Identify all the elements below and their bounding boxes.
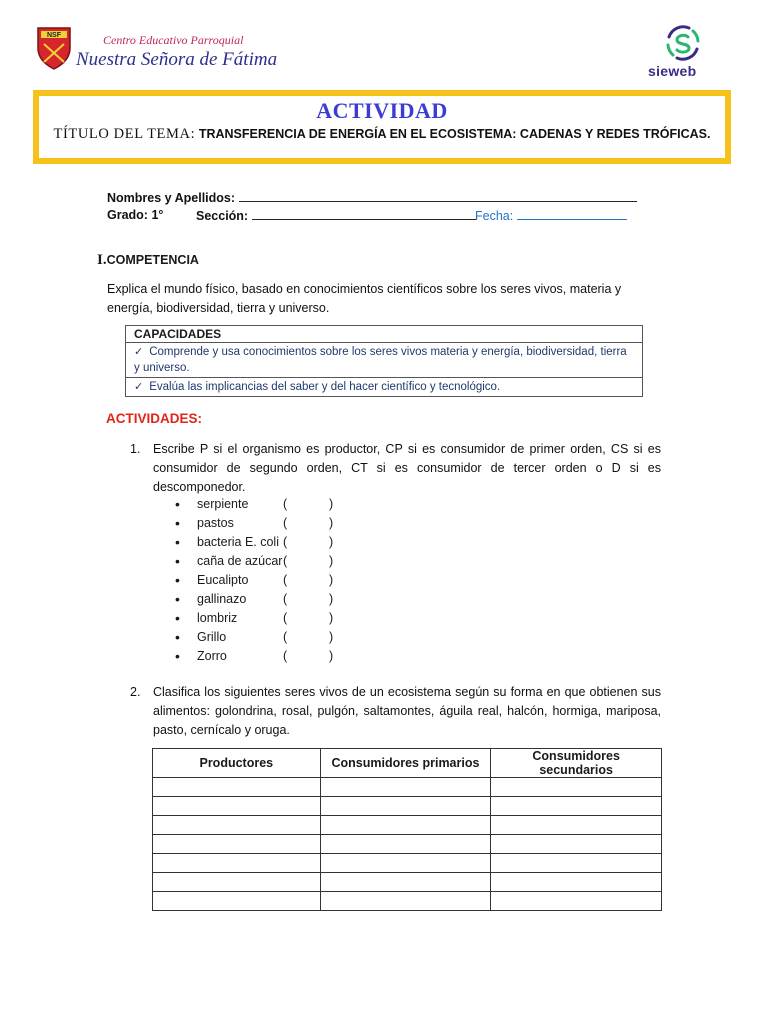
question-1-text: Escribe P si el organismo es productor, CP si es consumidor de primer orden, CS si es consumidor de segundo orden, CT si es consumidor de tercer orden o D si es descomponedor.: [153, 442, 661, 494]
school-name-line2: Nuestra Señora de Fátima: [76, 49, 278, 70]
organism-name: gallinazo: [197, 592, 247, 606]
section-field: [196, 208, 476, 223]
check-icon: ✓: [134, 381, 144, 393]
answer-cell[interactable]: [491, 854, 662, 873]
organism-name: Grillo: [197, 630, 227, 644]
question-2-number: 2.: [130, 685, 141, 699]
answer-cell[interactable]: [320, 797, 491, 816]
answer-cell[interactable]: [153, 873, 321, 892]
organism-name: lombriz: [197, 611, 238, 625]
answer-cell[interactable]: [320, 854, 491, 873]
section-label: Sección:: [196, 209, 249, 223]
answer-cell[interactable]: [153, 892, 321, 911]
section-blank[interactable]: [252, 208, 476, 220]
answer-cell[interactable]: [320, 816, 491, 835]
bullet-icon: •: [175, 496, 180, 512]
bullet-icon: •: [175, 572, 180, 588]
question-1-number: 1.: [130, 442, 141, 456]
question-2-text: Clasifica los siguientes seres vivos de un ecosistema según su forma en que obtienen sus alimentos: golondrina, rosal, pulgón, saltamontes, águila real, halcón, hormiga, mariposa, pasto, cernícalo y oruga.: [153, 685, 661, 737]
answer-cell[interactable]: [491, 816, 662, 835]
answer-open-paren[interactable]: (: [283, 497, 288, 511]
topic-line: [39, 126, 725, 143]
answer-close-paren: ): [329, 554, 334, 568]
capacidad-item: ✓ Evalúa las implicancias del saber y del hacer científico y tecnológico.: [126, 378, 643, 397]
answer-cell[interactable]: [320, 873, 491, 892]
organism-name: Zorro: [197, 649, 227, 663]
activity-title: ACTIVIDAD: [316, 98, 448, 123]
capacidades-header: CAPACIDADES: [126, 326, 643, 343]
competencia-heading-text: COMPETENCIA: [106, 253, 199, 267]
page-header: [0, 0, 768, 90]
answer-cell[interactable]: [153, 778, 321, 797]
actividades-heading: ACTIVIDADES:: [106, 411, 203, 426]
answer-cell[interactable]: [491, 797, 662, 816]
answer-cell[interactable]: [320, 835, 491, 854]
organism-name: caña de azúcar: [197, 554, 283, 568]
grade-label: Grado: 1°: [107, 208, 164, 222]
answer-close-paren: ): [329, 516, 334, 530]
capacidad-item: ✓ Comprende y usa conocimientos sobre los seres vivos materia y energía, biodiversidad, tierra y universo.: [126, 343, 643, 378]
answer-open-paren[interactable]: (: [283, 649, 288, 663]
answer-close-paren: ): [329, 535, 334, 549]
answer-open-paren[interactable]: (: [283, 611, 288, 625]
classification-table-body: [153, 778, 662, 911]
bullet-icon: •: [175, 591, 180, 607]
date-field: [475, 208, 627, 223]
answer-close-paren: ): [329, 649, 334, 663]
answer-open-paren[interactable]: (: [283, 535, 288, 549]
table-row: [153, 854, 662, 873]
name-field: [107, 190, 637, 205]
answer-close-paren: ): [329, 630, 334, 644]
bullet-icon: •: [175, 515, 180, 531]
answer-close-paren: ): [329, 592, 334, 606]
date-blank[interactable]: [517, 208, 627, 220]
grade-field: [107, 208, 163, 222]
organism-name: Eucalipto: [197, 573, 249, 587]
school-crest-icon: [36, 26, 72, 70]
question-2: [130, 683, 661, 741]
name-label: Nombres y Apellidos:: [107, 191, 236, 205]
organism-name: bacteria E. coli: [197, 535, 279, 549]
answer-cell[interactable]: [153, 816, 321, 835]
competencia-number: I.: [97, 252, 107, 268]
table-row: [153, 797, 662, 816]
school-name-line1: Centro Educativo Parroquial: [103, 33, 244, 47]
table-row: [153, 816, 662, 835]
sieweb-logo-text: sieweb: [648, 63, 697, 79]
column-header-productores: Productores: [153, 749, 321, 778]
answer-close-paren: ): [329, 611, 334, 625]
answer-open-paren[interactable]: (: [283, 554, 288, 568]
table-row: [153, 778, 662, 797]
column-header-consumidores-secundarios: Consumidores secundarios: [491, 749, 662, 778]
bullet-icon: •: [175, 629, 180, 645]
answer-cell[interactable]: [491, 873, 662, 892]
answer-cell[interactable]: [491, 778, 662, 797]
table-row: [153, 873, 662, 892]
answer-close-paren: ): [329, 573, 334, 587]
answer-open-paren[interactable]: (: [283, 516, 288, 530]
date-label: Fecha:: [475, 209, 514, 223]
bullet-icon: •: [175, 610, 180, 626]
table-row: [153, 892, 662, 911]
answer-cell[interactable]: [491, 835, 662, 854]
organism-name: pastos: [197, 516, 234, 530]
capacidades-table: [125, 325, 643, 397]
question-1: [130, 440, 661, 498]
sieweb-logo-icon: [660, 24, 706, 64]
answer-open-paren[interactable]: (: [283, 573, 288, 587]
table-row: [153, 835, 662, 854]
answer-cell[interactable]: [153, 797, 321, 816]
check-icon: ✓: [134, 346, 144, 358]
bullet-icon: •: [175, 534, 180, 550]
competencia-description: Explica el mundo físico, basado en conocimientos científicos sobre los seres vivos, materia y energía, biodiversidad, tierra y universo.: [107, 282, 622, 315]
column-header-consumidores-primarios: Consumidores primarios: [320, 749, 491, 778]
bullet-icon: •: [175, 648, 180, 664]
activity-title-box: [33, 90, 731, 164]
name-blank[interactable]: [239, 190, 637, 202]
classification-table: [152, 748, 662, 911]
answer-cell[interactable]: [320, 778, 491, 797]
answer-cell[interactable]: [491, 892, 662, 911]
answer-cell[interactable]: [153, 835, 321, 854]
competencia-heading: [97, 252, 199, 269]
bullet-icon: •: [175, 553, 180, 569]
answer-cell[interactable]: [320, 892, 491, 911]
topic-label: TÍTULO DEL TEMA:: [53, 126, 196, 142]
answer-close-paren: ): [329, 497, 334, 511]
organism-name: serpiente: [197, 497, 249, 511]
answer-cell[interactable]: [153, 854, 321, 873]
answer-open-paren[interactable]: (: [283, 630, 288, 644]
answer-open-paren[interactable]: (: [283, 592, 288, 606]
svg-text:NSF: NSF: [47, 32, 61, 39]
topic-value: TRANSFERENCIA DE ENERGÍA EN EL ECOSISTEMA: CADENAS Y REDES TRÓFICAS.: [198, 127, 711, 141]
